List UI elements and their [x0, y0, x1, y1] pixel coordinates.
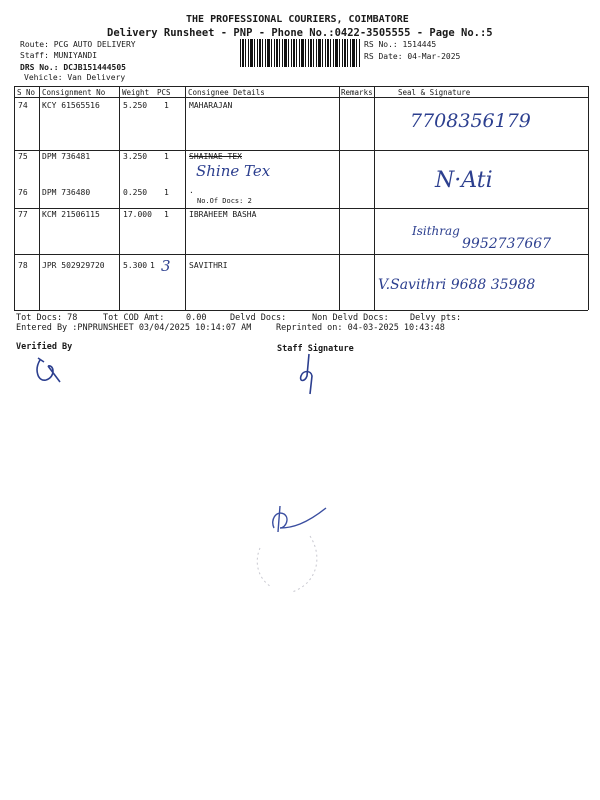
company-title: THE PROFESSIONAL COURIERS, COIMBATORE — [186, 14, 409, 25]
col-header-seal: Seal & Signature — [398, 88, 471, 97]
col-header-weight: Weight — [122, 88, 150, 97]
col-header-pcs: PCS — [157, 88, 171, 97]
row-pcs: 1 — [150, 261, 155, 270]
col-header-consignee: Consignee Details — [188, 88, 265, 97]
vehicle-label: Vehicle: Van Delivery — [24, 73, 126, 82]
row-sno: 74 — [18, 101, 28, 110]
row-pcs: 1 — [164, 210, 169, 219]
row-pcs: 1 — [164, 101, 169, 110]
row-signature: 7708356179 — [410, 110, 531, 132]
row-sno: 77 — [18, 210, 28, 219]
col-header-consignment: Consignment No — [42, 88, 106, 97]
row-consignment: KCM 21506115 — [42, 210, 100, 219]
faint-stamp-mark — [240, 518, 330, 598]
tot-cod-value: 0.00 — [186, 313, 207, 323]
row-pcs: 1 — [164, 152, 169, 161]
row-consignment: DPM 736481 — [42, 152, 91, 161]
row-consignment: JPR 502929720 — [42, 261, 105, 270]
row-sno: 78 — [18, 261, 28, 270]
row-consignment: KCY 61565516 — [42, 101, 100, 110]
row-weight: 5.300 — [123, 261, 148, 270]
row-consignment: DPM 736480 — [42, 188, 91, 197]
tot-cod-label: Tot COD Amt: — [103, 313, 165, 323]
row-consignee: MAHARAJAN — [189, 101, 233, 110]
row-signature: V.Savithri 9688 35988 — [378, 277, 536, 293]
verified-signature-mark — [30, 352, 70, 387]
runsheet-title: Delivery Runsheet - PNP - Phone No.:0422-3505555 - Page No.:5 — [107, 27, 493, 39]
row-note: No.Of Docs: 2 — [197, 197, 252, 205]
rs-no-label: RS No.: 1514445 — [364, 40, 437, 49]
row-consignee: SHAINAE TEX — [189, 152, 242, 161]
rs-date-label: RS Date: 04-Mar-2025 — [364, 52, 461, 61]
row-consignee: . — [189, 186, 194, 195]
row-consignee: SAVITHRI — [189, 261, 228, 270]
delvd-docs: Delvd Docs: — [230, 313, 287, 323]
staff-label: Staff: MUNIYANDI — [20, 51, 98, 60]
row-consignee: IBRAHEEM BASHA — [189, 210, 257, 219]
entered-by: Entered By :PNPRUNSHEET 03/04/2025 10:14:07 AM — [16, 323, 252, 333]
row-weight: 5.250 — [123, 101, 148, 110]
row-handwritten-consignee: Shine Tex — [196, 162, 271, 180]
row-pcs-handwritten: 3 — [161, 257, 171, 275]
col-header-sno: S No — [17, 88, 36, 97]
row-weight: 17.000 — [123, 210, 152, 219]
route-label: Route: PCG AUTO DELIVERY — [20, 40, 136, 49]
non-delvd-docs: Non Delvd Docs: — [312, 313, 389, 323]
delvy-pts: Delvy pts: — [410, 313, 462, 323]
row-sno: 75 — [18, 152, 28, 161]
row-signature: 9952737667 — [462, 236, 552, 252]
reprinted-on: Reprinted on: 04-03-2025 10:43:48 — [276, 323, 445, 333]
drs-label: DRS No.: DCJB151444505 — [20, 63, 126, 72]
barcode — [240, 39, 360, 67]
staff-signature-mark — [295, 350, 325, 400]
col-header-remarks: Remarks — [341, 88, 373, 97]
tot-docs: Tot Docs: 78 — [16, 313, 78, 323]
row-weight: 0.250 — [123, 188, 148, 197]
row-weight: 3.250 — [123, 152, 148, 161]
row-sno: 76 — [18, 188, 28, 197]
staff-signature-label: Staff Signature — [277, 344, 354, 354]
verified-by-label: Verified By — [16, 342, 73, 352]
row-signature-name: Isithrag — [412, 224, 460, 238]
row-pcs: 1 — [164, 188, 169, 197]
row-signature: N·Ati — [435, 168, 493, 193]
